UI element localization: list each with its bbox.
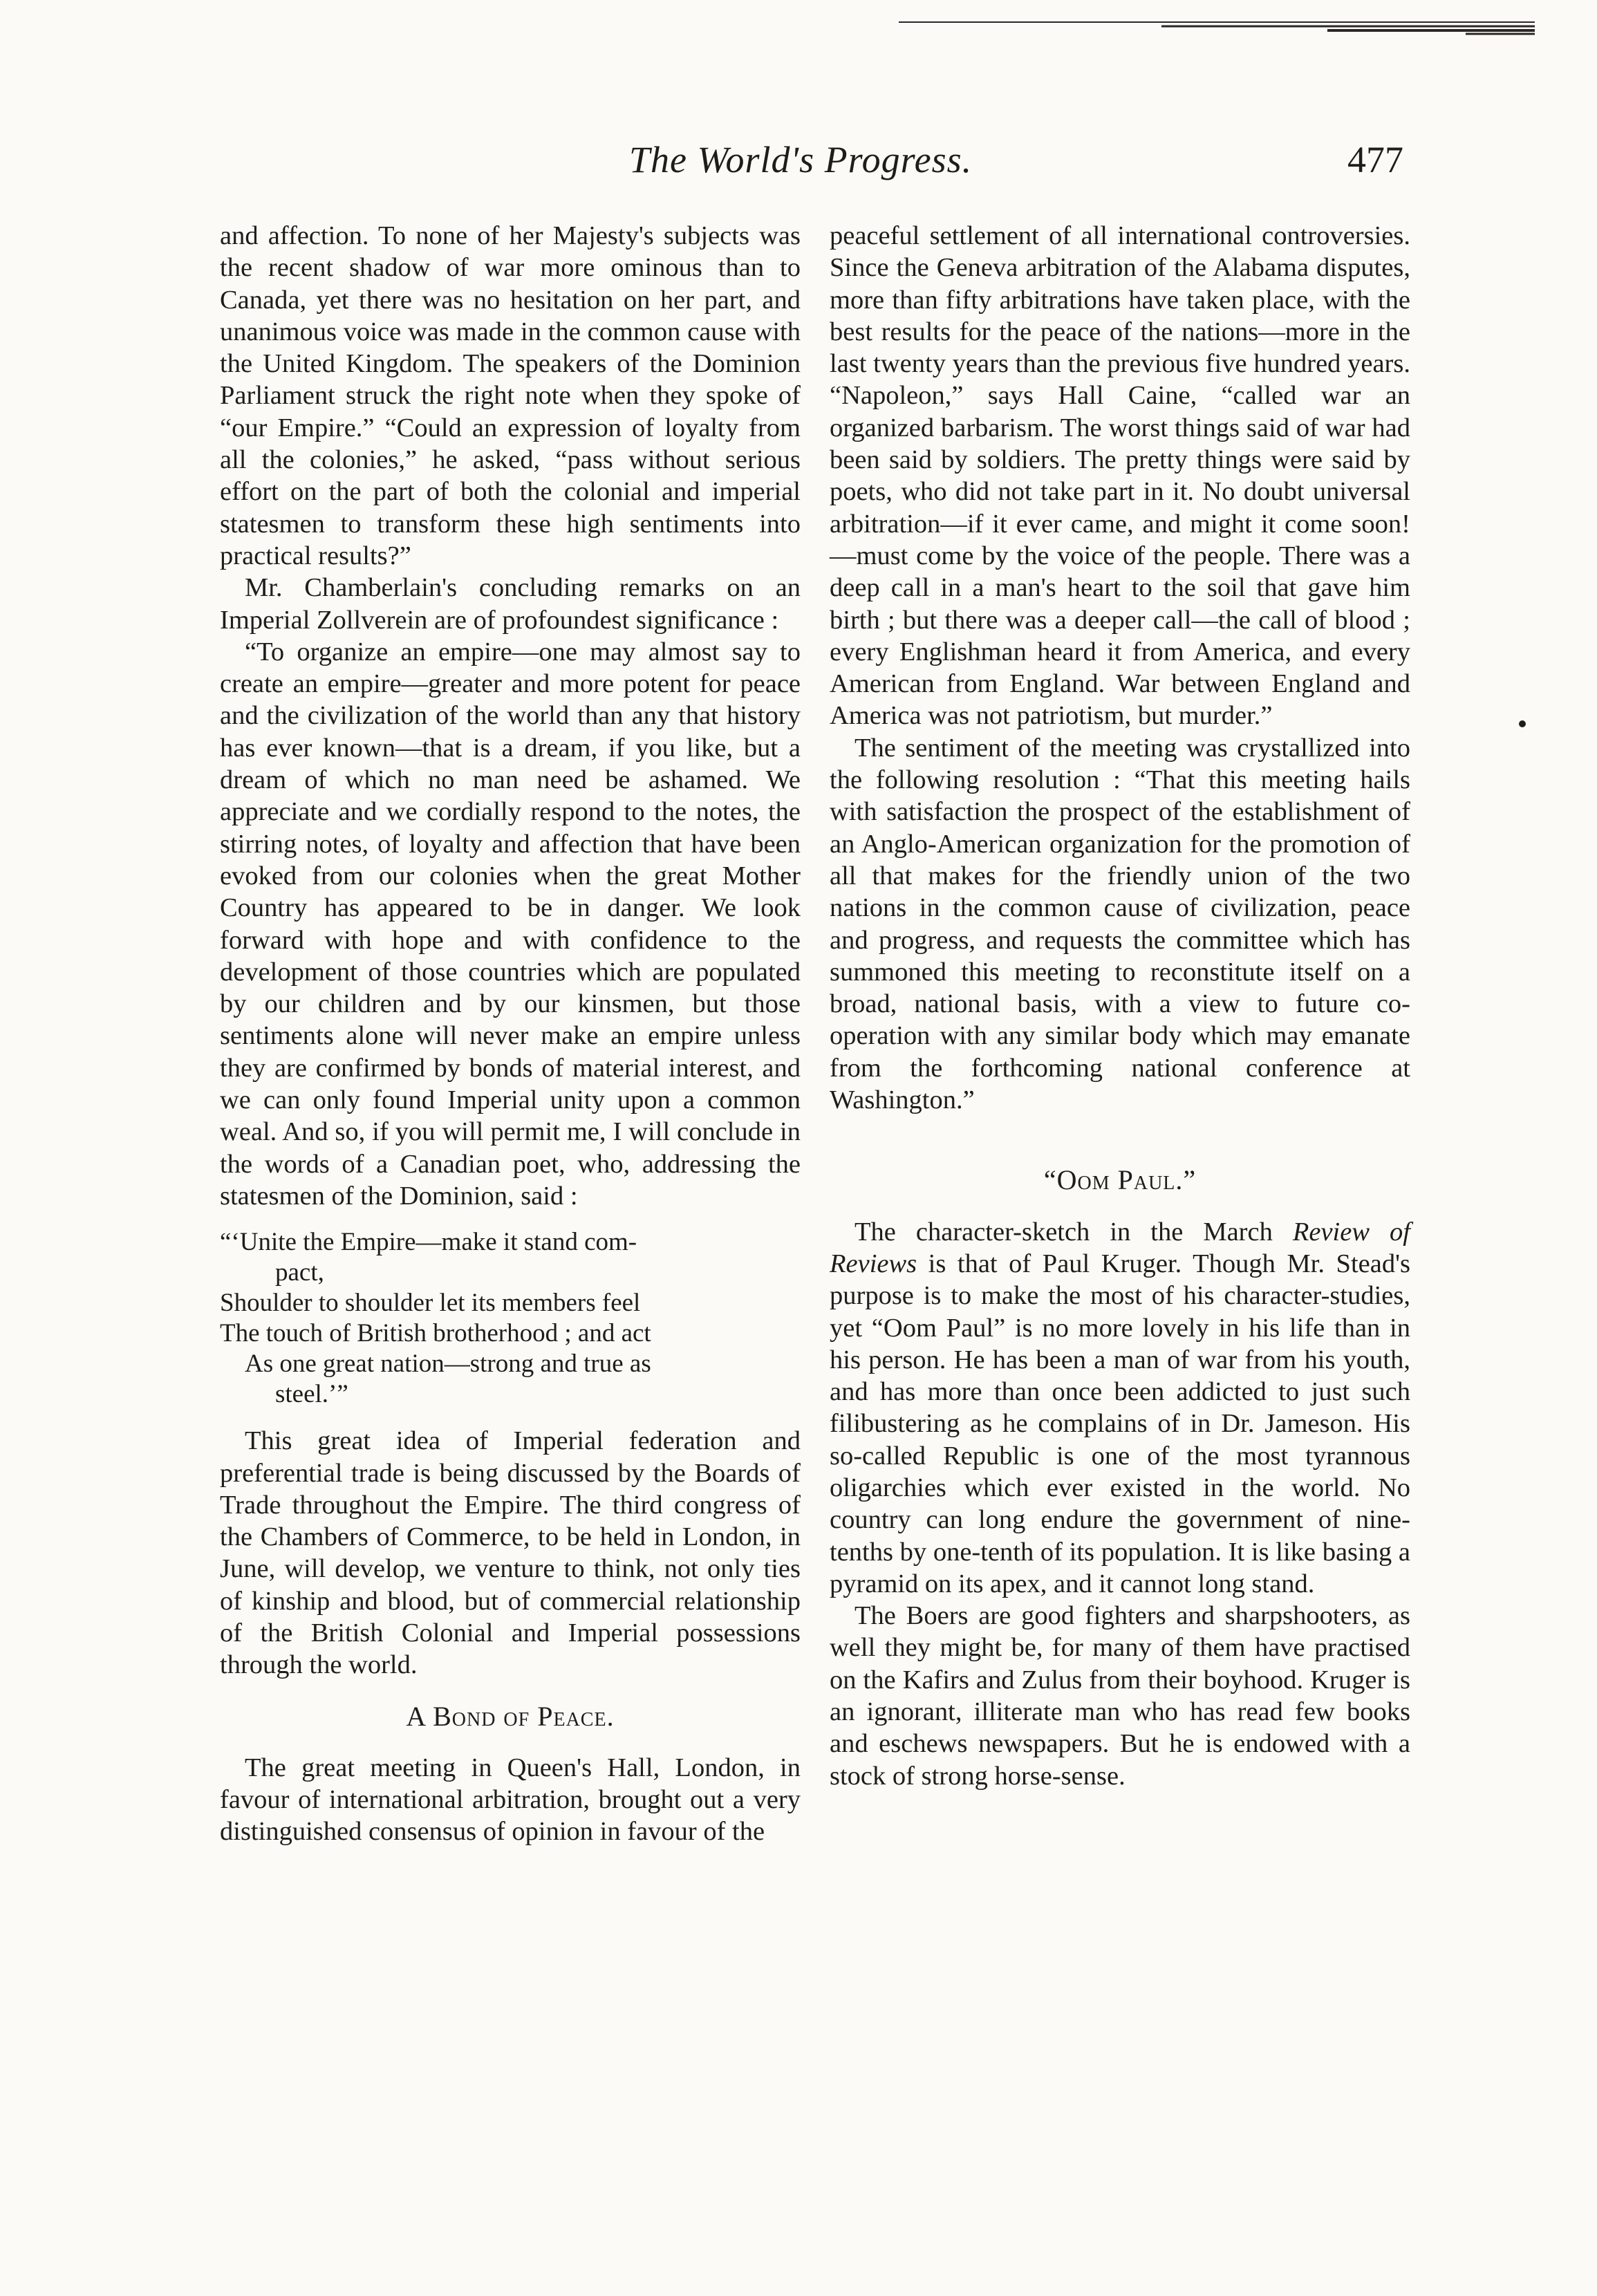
paragraph [830, 1216, 1410, 1600]
text-run: The character-sketch in the March [854, 1217, 1293, 1247]
page-header [207, 138, 1403, 187]
page-number: 477 [1347, 139, 1403, 180]
paragraph: and affection. To none of her Majesty's subjects was the recent shadow of war more ominous than to Canada, yet there was no hesitation on her part, and unanimous voice was made in the common cause with the United Kingdom. The speakers of the Dominion Parliament struck the right note when they spoke of “our Empire.” “Could an expression of loyalty from all the colonies,” he asked, “pass without serious effort on the part of both the colonial and imperial statesmen to transform these high sentiments into practical results?” [220, 221, 801, 570]
paragraph: The sentiment of the meeting was crystallized into the following resolution : “That this meeting hails with satisfaction the prospect of the establishment of an Anglo-American organization for the promotion of all that makes for the friendly union of the two nations in the common cause of civilization, peace and progress, and requests the committee which has summoned this meeting to reconstitute itself on a broad, national basis, with a view to future co-operation with any similar body which may emanate from the forthcoming national conference at Washington.” [830, 733, 1410, 1115]
poem-quote [220, 1227, 801, 1410]
paragraph: The great meeting in Queen's Hall, London, in favour of international arbitration, brought out a very distinguished consensus of opinion in favour of the [220, 1753, 801, 1847]
poem-line: pact, [275, 1258, 324, 1287]
left-column [220, 220, 801, 1848]
paragraph: peaceful settlement of all international controversies. Since the Geneva arbitration of the Alabama disputes, more than fifty arbitrations have taken place, with the best results for the peace of the nations—more in the last twenty years than the previous five hundred years. “Napoleon,” says Hall Caine, “called war an organized barbarism. The worst things said of war had been said by soldiers. The pretty things were said by poets, who did not take part in it. No doubt universal arbitration—if it ever came, and might it come soon!—must come by the voice of the people. There was a deep call in a man's heart to the soil that gave him birth ; but there was a deeper call—the call of blood ; every Englishman heard it from America, and every American from England. War between England and America was not patriotism, but murder.” [830, 221, 1410, 731]
right-column [830, 220, 1410, 1792]
margin-dot [1519, 720, 1526, 727]
poem-line: “‘Unite the Empire—make it stand com- [220, 1228, 637, 1257]
italic-title: Review of Reviews [830, 1217, 1410, 1278]
section-heading: A Bond of Peace. [406, 1700, 615, 1732]
running-title: The World's Progress. [629, 139, 973, 180]
poem-line: Shoulder to shoulder let its members feel [220, 1289, 641, 1318]
poem-line: steel.’” [275, 1380, 348, 1409]
top-rule [899, 12, 1535, 40]
poem-line: The touch of British brotherhood ; and act [220, 1319, 651, 1348]
paragraph: This great idea of Imperial federation and preferential trade is being discussed by the Boards of Trade throughout the Empire. The third congress of the Chambers of Commerce, to be held in London, in June, will develop, we venture to think, not only ties of kinship and blood, but of commercial relationship of the British Colonial and Imperial possessions through the world. [220, 1426, 801, 1680]
quotation-paragraph: “To organize an empire—one may almost say to create an empire—greater and more potent for peace and the civilization of the world than any that history has ever known—that is a dream, if you like, but a dream of which no man need be ashamed. We appreciate and we cordially respond to the notes, the stirring notes, of loyalty and affection that have been evoked from our colonies when the great Mother Country has appeared to be in danger. We look forward with hope and with confidence to the development of those countries which are populated by our children and by our kinsmen, but those sentiments alone will never make an empire unless they are confirmed by bonds of material interest, and we can only found Imperial unity upon a common weal. And so, if you will permit me, I will conclude in the words of a Canadian poet, who, addressing the statesmen of the Dominion, said : [220, 637, 801, 1211]
paragraph: The Boers are good fighters and sharpshooters, as well they might be, for many of them have practised on the Kafirs and Zulus from their boyhood. Kruger is an ignorant, illiterate man who has read few books and eschews newspapers. But he is endowed with a stock of strong horse-sense. [830, 1601, 1410, 1791]
paragraph: Mr. Chamberlain's concluding remarks on an Imperial Zollverein are of profoundest significance : [220, 573, 801, 635]
section-heading: “Oom Paul.” [1043, 1164, 1197, 1196]
text-run: is that of Paul Kruger. Though Mr. Stead's purpose is to make the most of his character-studies, yet “Oom Paul” is no more lovely in his life than in his person. He has been a man of war from his youth, and has more than once been addicted to just such filibustering as he complains of in Dr. Jameson. His so-called Republic is one of the most tyrannous oligarchies which ever existed in the world. No country can long endure the government of nine-tenths by one-tenth of its population. It is like basing a pyramid on its apex, and it cannot long stand. [830, 1249, 1410, 1598]
poem-line: As one great nation—strong and true as [245, 1350, 651, 1379]
